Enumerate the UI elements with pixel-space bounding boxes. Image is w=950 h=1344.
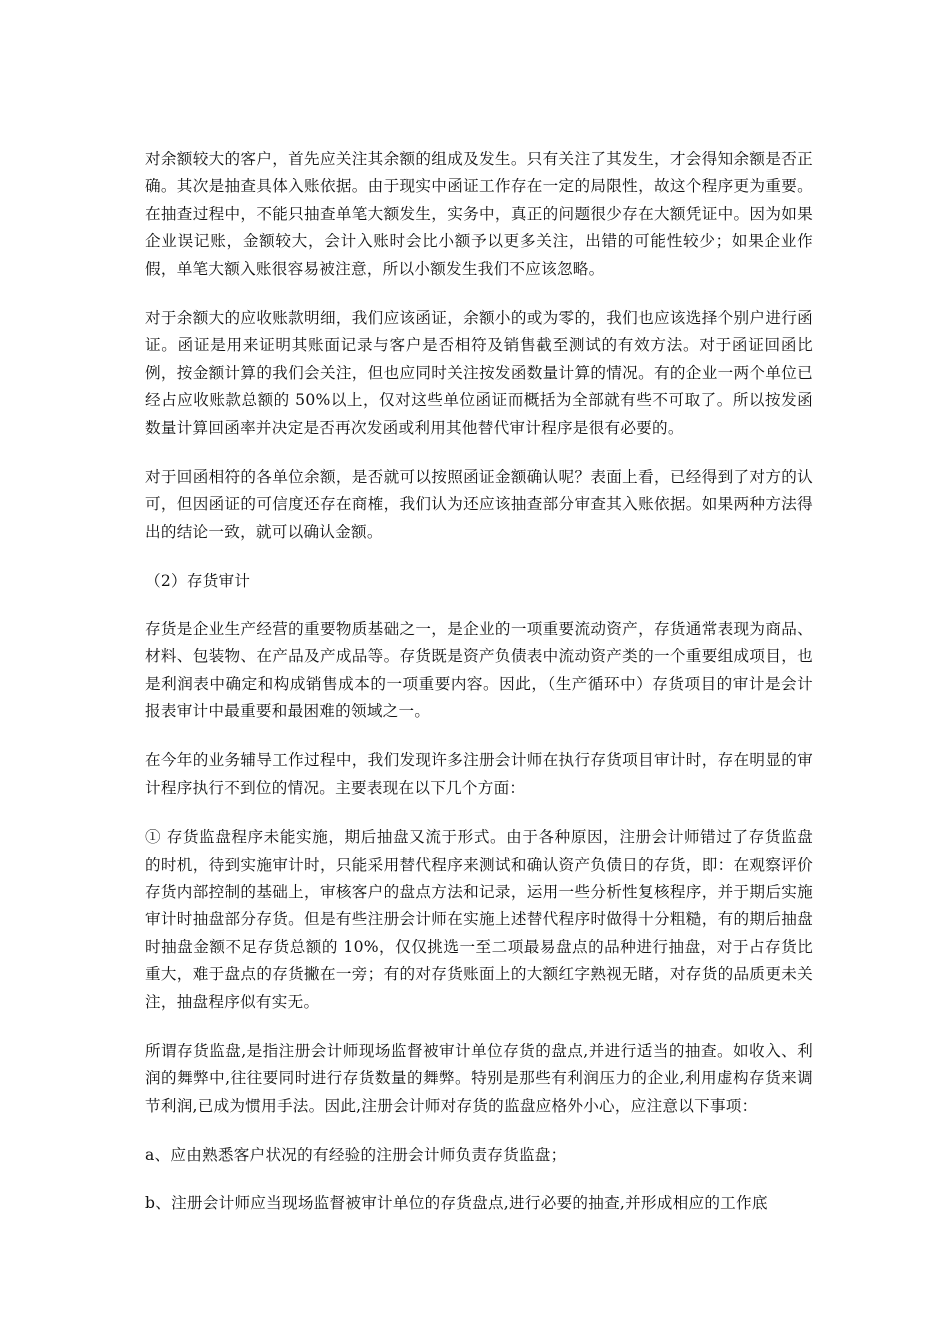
- list-item-a: a、应由熟悉客户状况的有经验的注册会计师负责存货监盘；: [145, 1146, 567, 1165]
- paragraph-inventory-definition: 存货是企业生产经营的重要物质基础之一，是企业的一项重要流动资产，存货通常表现为商品、材料、包装物、在产品及产成品等。存货既是资产负债表中流动资产类的一个重要组成项目，也是利润表中确定和构成销售成本的一项重要内容。因此，（生产循环中）存货项目的审计是会计报表审计中最重要和最困难的领域之一。: [145, 619, 813, 720]
- paragraph-receivables-confirmation: 对于余额大的应收账款明细，我们应该函证，余额小的或为零的，我们也应该选择个别户进行函证。函证是用来证明其账面记录与客户是否相符及销售截至测试的有效方法。对于函证回函比例，按金额计算的我们会关注，但也应同时关注按发函数量计算的情况。有的企业一两个单位已经占应收账款总额的 50%以上，仅对这些单位函证而概括为全部就有些不可取了。所以按发函数量计算回函率并决定是否再次发函或利用其他替代审计程序是很有必要的。: [145, 309, 813, 437]
- list-item-b: b、注册会计师应当现场监督被审计单位的存货盘点,进行必要的抽查,并形成相应的工作底: [145, 1193, 768, 1212]
- paragraph-audit-findings: 在今年的业务辅导工作过程中，我们发现许多注册会计师在执行存货项目审计时，存在明显的审计程序执行不到位的情况。主要表现在以下几个方面：: [145, 751, 813, 797]
- paragraph-inventory-observation-definition: 所谓存货监盘,是指注册会计师现场监督被审计单位存货的盘点,并进行适当的抽查。如收入、利润的舞弊中,往往要同时进行存货数量的舞弊。特别是那些有利润压力的企业,利用虚构存货来调节利润,已成为惯用手法。因此,注册会计师对存货的监盘应格外小心，应注意以下事项：: [145, 1041, 813, 1115]
- paragraph-confirmation-large-balances: 对余额较大的客户，首先应关注其余额的组成及发生。只有关注了其发生，才会得知余额是否正确。其次是抽查具体入账依据。由于现实中函证工作存在一定的局限性，故这个程序更为重要。在抽查过程中，不能只抽查单笔大额发生，实务中，真正的问题很少存在大额凭证中。因为如果企业误记账，金额较大，会计入账时会比小额予以更多关注，出错的可能性较少；如果企业作假，单笔大额入账很容易被注意，所以小额发生我们不应该忽略。: [145, 150, 813, 278]
- paragraph-item-1-observation: ① 存货监盘程序未能实施，期后抽盘又流于形式。由于各种原因，注册会计师错过了存货监盘的时机，待到实施审计时，只能采用替代程序来测试和确认资产负债日的存货，即：在观察评价存货内部控制的基础上，审核客户的盘点方法和记录，运用一些分析性复核程序，并于期后实施审计时抽盘部分存货。但是有些注册会计师在实施上述替代程序时做得十分粗糙，有的期后抽盘时抽盘金额不足存货总额的 10%，仅仅挑选一至二项最易盘点的品种进行抽盘，对于占存货比重大，难于盘点的存货撇在一旁；有的对存货账面上的大额红字熟视无睹，对存货的品质更未关注，抽盘程序似有实无。: [145, 828, 813, 1011]
- document-body: [145, 146, 813, 1239]
- paragraph-confirmation-reply: 对于回函相符的各单位余额，是否就可以按照函证金额确认呢？表面上看，已经得到了对方的认可，但因函证的可信度还存在商榷，我们认为还应该抽查部分审查其入账依据。如果两种方法得出的结论一致，就可以确认金额。: [145, 468, 813, 541]
- section-heading-inventory-audit: （2）存货审计: [145, 572, 251, 591]
